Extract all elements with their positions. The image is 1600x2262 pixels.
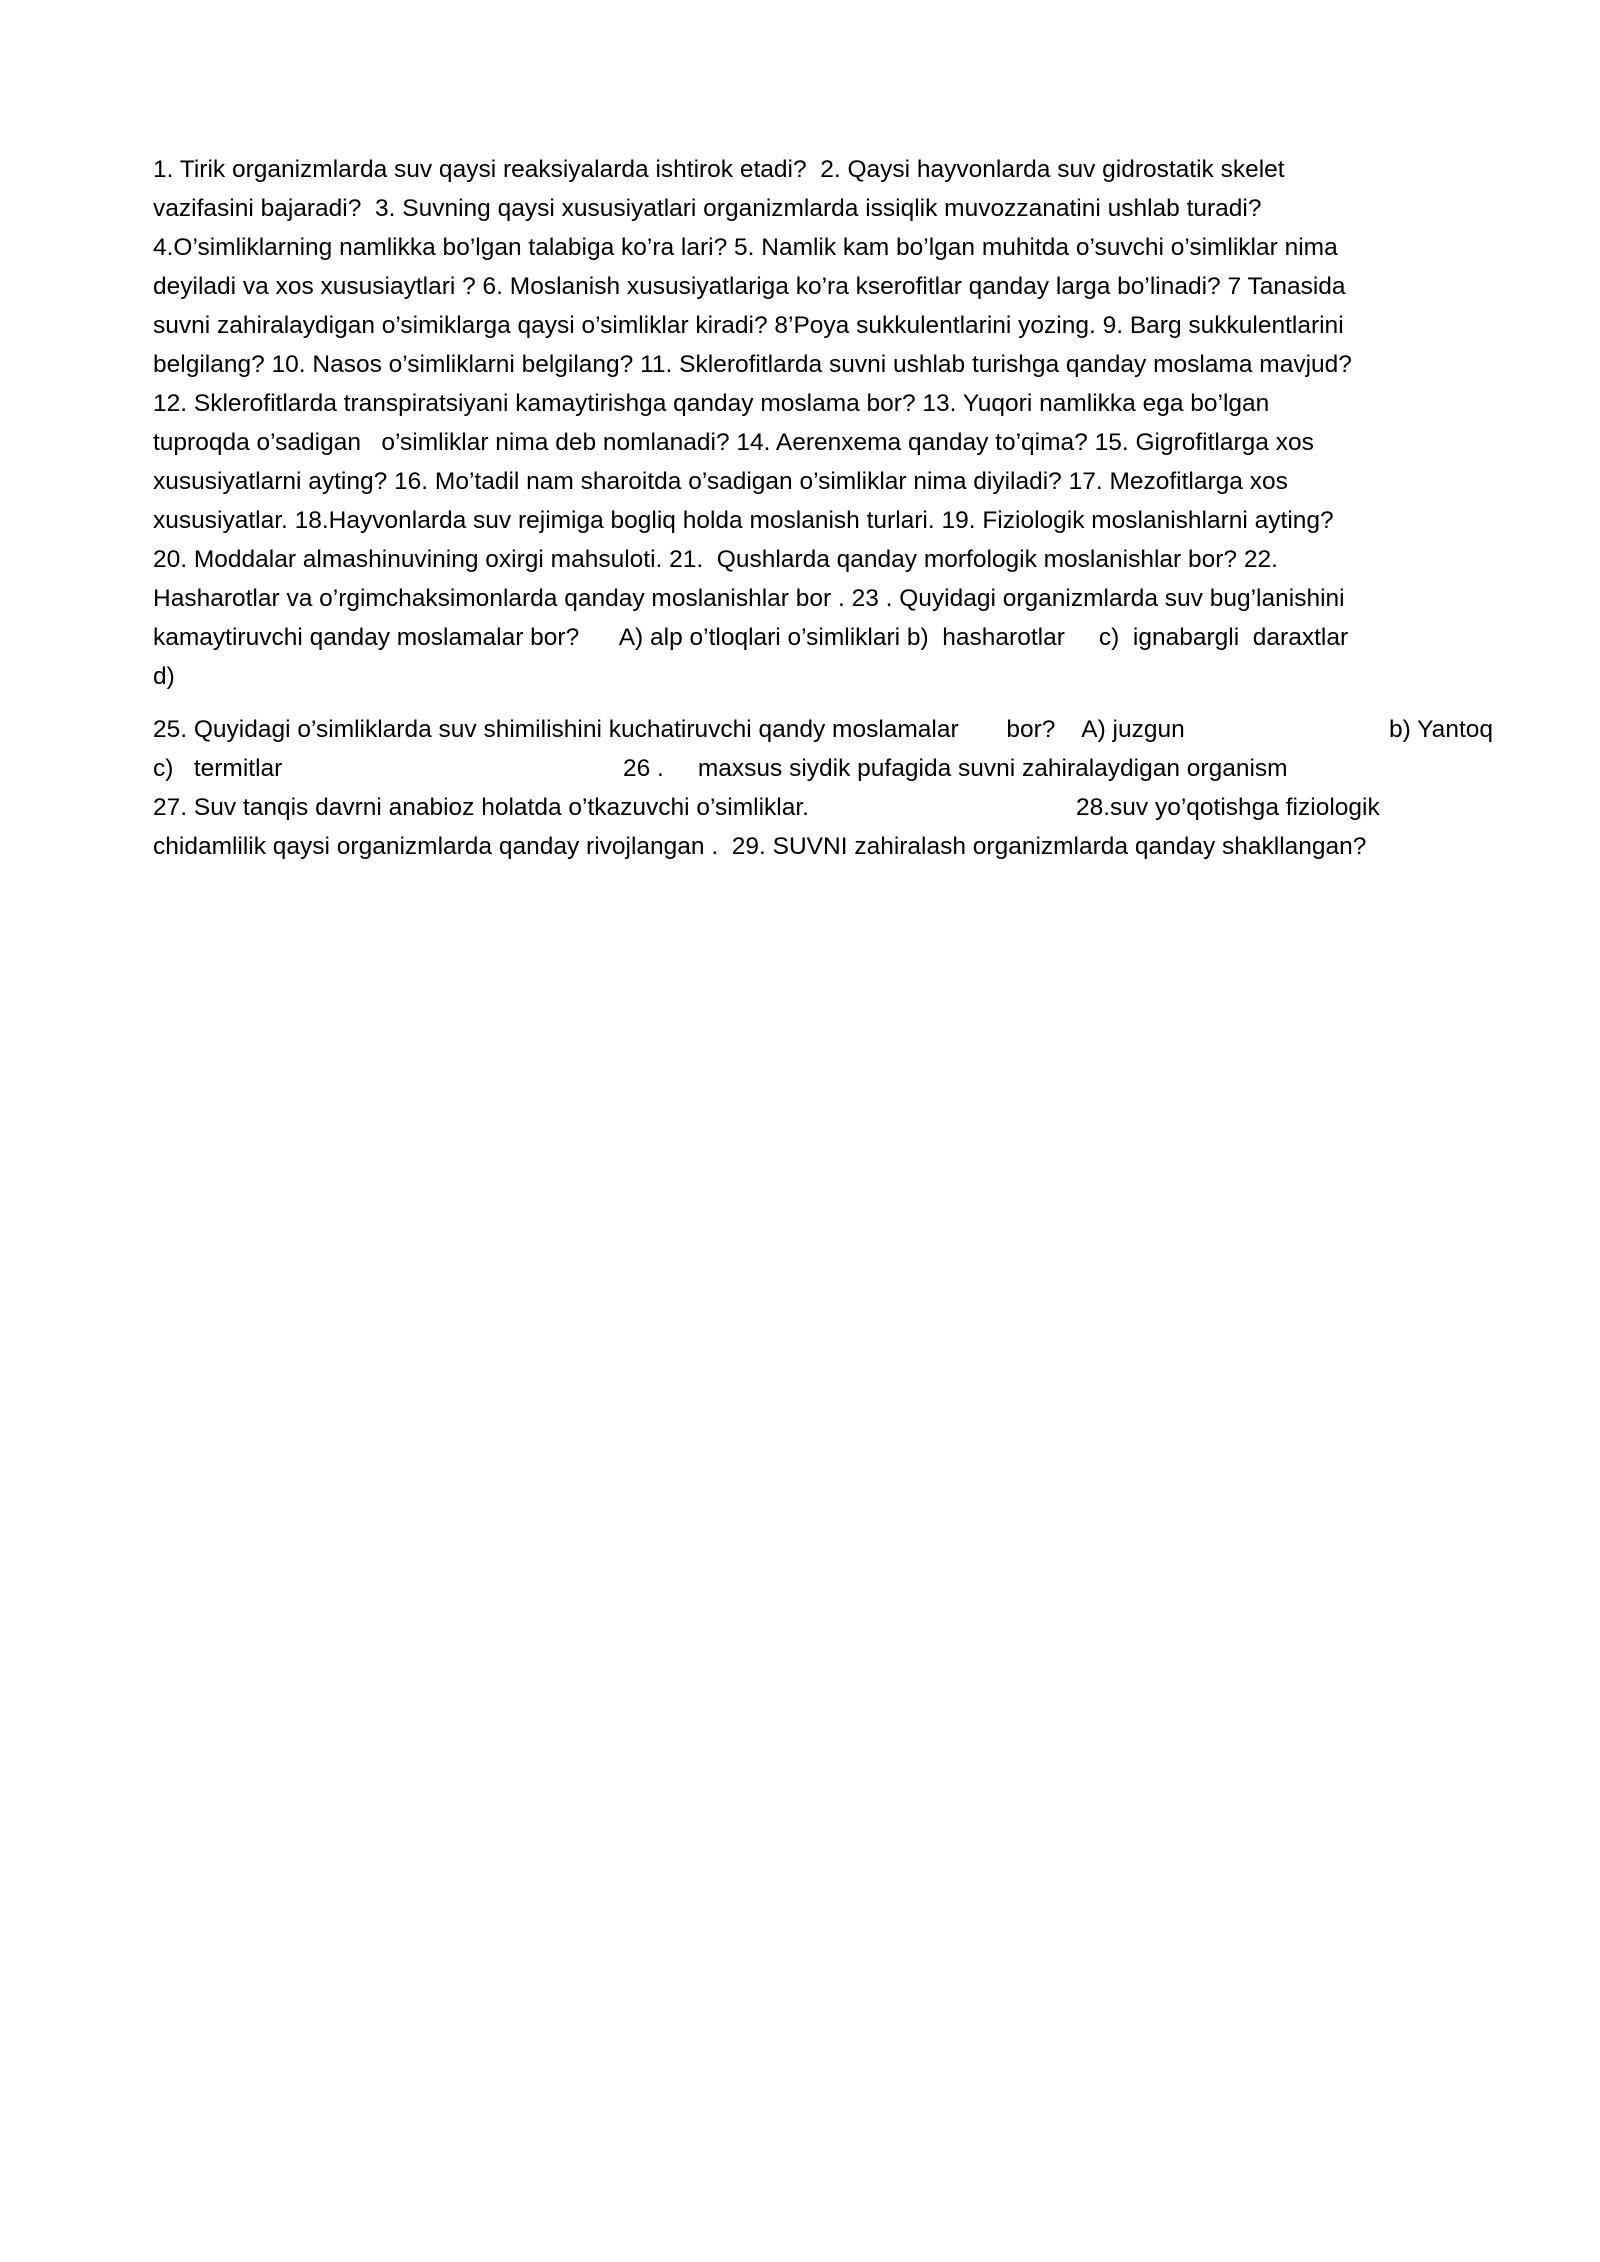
text-line: deyiladi va xos xususiaytlari ? 6. Moslanish xususiyatlariga ko’ra kserofitlar qanday larga bo’linadi? 7 Tanasida	[153, 273, 1346, 300]
question-paragraph-2	[153, 710, 1493, 866]
text-segment: 28.suv yo’qotishga fiziologik	[1076, 794, 1380, 821]
text-line: 12. Sklerofitlarda transpiratsiyani kamaytirishga qanday moslama bor? 13. Yuqori namlikka ega bo’lgan	[153, 390, 1270, 417]
text-segment: 27. Suv tanqis davrni anabioz holatda o’tkazuvchi o’simliklar.	[153, 794, 809, 821]
text-line: d)	[153, 663, 175, 690]
text-line: Hasharotlar va o’rgimchaksimonlarda qanday moslanishlar bor . 23 . Quyidagi organizmlarda suv bug’lanishini	[153, 585, 1345, 612]
question-paragraph-1	[153, 150, 1493, 696]
text-segment: 26 . maxsus siydik pufagida suvni zahiralaydigan organism	[623, 755, 1288, 782]
text-line: tuproqda o’sadigan o’simliklar nima deb nomlanadi? 14. Aerenxema qanday to’qima? 15. Gigrofitlarga xos	[153, 429, 1314, 456]
text-segment: b) Yantoq	[1389, 716, 1493, 743]
text-segment: c) termitlar	[153, 755, 283, 782]
text-segment: 25. Quyidagi o’simliklarda suv shimilishini kuchatiruvchi qandy moslamalar bor? A) juzgun	[153, 716, 1185, 743]
text-line: 20. Moddalar almashinuvining oxirgi mahsuloti. 21. Qushlarda qanday morfologik moslanishlar bor? 22.	[153, 546, 1278, 573]
text-line: chidamlilik qaysi organizmlarda qanday rivojlangan . 29. SUVNI zahiralash organizmlarda qanday shakllangan?	[153, 833, 1367, 860]
text-line: belgilang? 10. Nasos o’simliklarni belgilang? 11. Sklerofitlarda suvni ushlab turishga qanday moslama mavjud?	[153, 351, 1352, 378]
text-line: vazifasini bajaradi? 3. Suvning qaysi xususiyatlari organizmlarda issiqlik muvozzanatini ushlab turadi?	[153, 195, 1262, 222]
text-line	[153, 749, 1493, 788]
text-line: xususiyatlarni ayting? 16. Mo’tadil nam sharoitda o’sadigan o’simliklar nima diyiladi? 17. Mezofitlarga xos	[153, 468, 1288, 495]
text-line	[153, 788, 1493, 827]
text-line: 1. Tirik organizmlarda suv qaysi reaksiyalarda ishtirok etadi? 2. Qaysi hayvonlarda suv gidrostatik skelet	[153, 156, 1285, 183]
text-line: xususiyatlar. 18.Hayvonlarda suv rejimiga bogliq holda moslanish turlari. 19. Fiziologik moslanishlarni ayting?	[153, 507, 1334, 534]
text-line: kamaytiruvchi qanday moslamalar bor? A) alp o’tloqlari o’simliklari b) hasharotlar c) ignabargli daraxtlar	[153, 624, 1349, 651]
text-line	[153, 710, 1493, 749]
text-line: 4.O’simliklarning namlikka bo’lgan talabiga ko’ra lari? 5. Namlik kam bo’lgan muhitda o’suvchi o’simliklar nima	[153, 234, 1338, 261]
text-line: suvni zahiralaydigan o’simiklarga qaysi o’simliklar kiradi? 8’Poya sukkulentlarini yozing. 9. Barg sukkulentlarini	[153, 312, 1344, 339]
document-page	[153, 150, 1493, 866]
